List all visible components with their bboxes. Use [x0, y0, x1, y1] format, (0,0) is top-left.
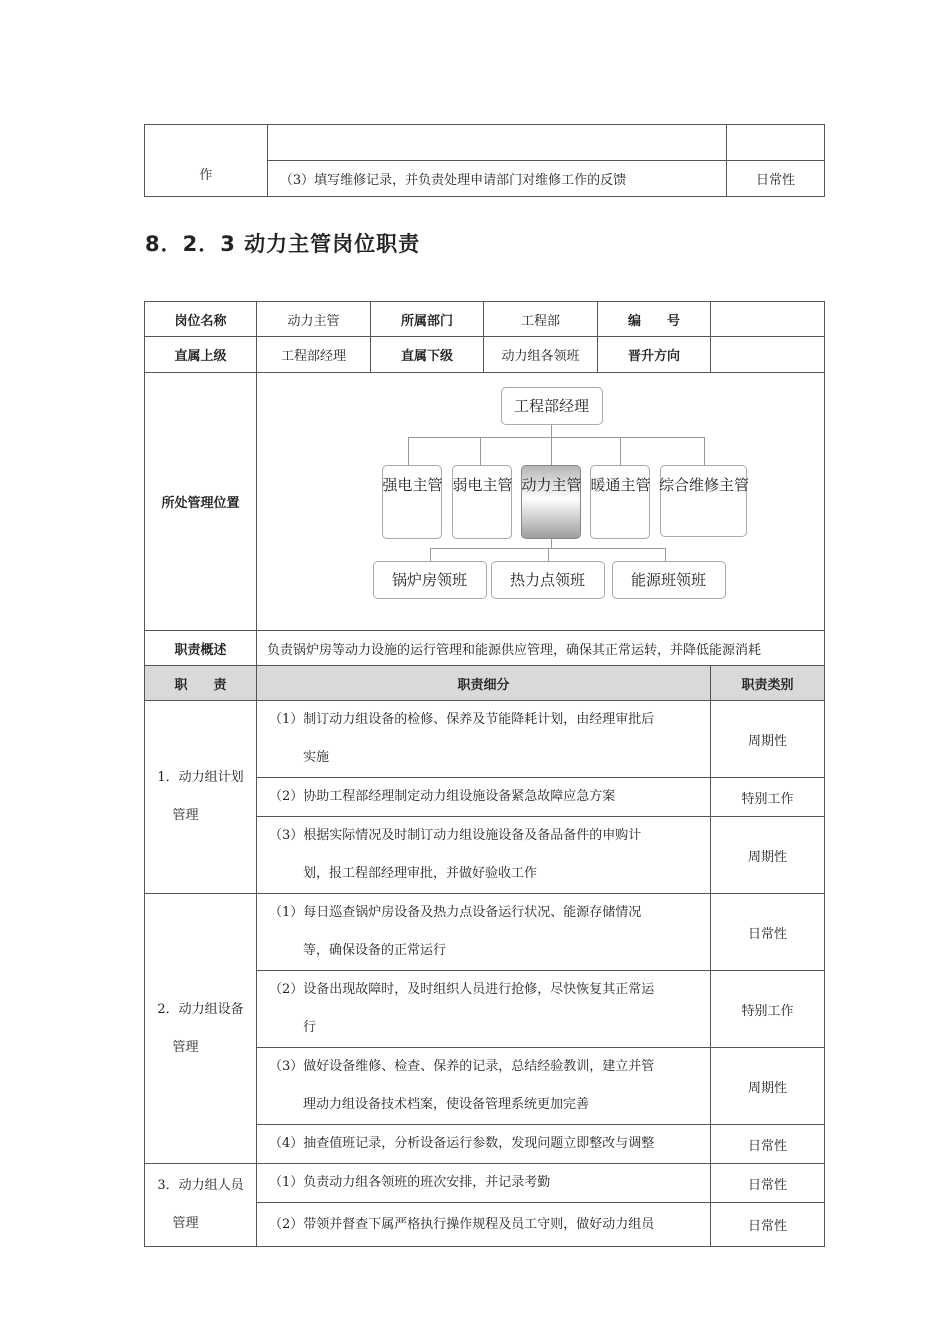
- dept-value: 工程部: [483, 302, 597, 337]
- org-top-box: [501, 387, 603, 425]
- group-1-item-3-line2: 划，报工程部经理审批，并做好验收工作: [303, 866, 538, 881]
- org-mid-box-3-current: [521, 465, 581, 539]
- top-empty-type: [727, 125, 825, 161]
- section-heading: 8．2．3 动力主管岗位职责: [145, 232, 421, 256]
- header-duty: 职 责: [145, 666, 257, 701]
- top-left-cell: [145, 125, 268, 197]
- org-chart-cell: [257, 373, 825, 631]
- org-bottom-label-1: 锅炉房领班: [391, 570, 467, 589]
- group-2-item-3-type: 周期性: [710, 1048, 824, 1125]
- org-top-label: 工程部经理: [513, 396, 589, 415]
- org-label: 所处管理位置: [145, 373, 257, 631]
- dept-label: 所属部门: [370, 302, 483, 337]
- group-3-item-1: （1）负责动力组各领班的班次安排，并记录考勤: [257, 1164, 711, 1203]
- group-2-name: [145, 894, 257, 1164]
- group-3-item-1-type: 日常性: [710, 1164, 824, 1203]
- group-3-name: [145, 1164, 257, 1247]
- group-2-name-line1: 2．动力组设备: [157, 1001, 244, 1017]
- subordinate-value: 动力组各领班: [483, 337, 597, 373]
- top-detail: （3）填写维修记录，并负责处理申请部门对维修工作的反馈: [267, 161, 726, 197]
- org-mid-box-5: [660, 465, 747, 537]
- group-2-item-3: [257, 1048, 711, 1125]
- group-3-name-line1: 3．动力组人员: [157, 1178, 244, 1193]
- code-label: 编 号: [597, 302, 710, 337]
- org-mid-label-3: 动力主管: [521, 475, 582, 494]
- top-empty-cell: [267, 125, 726, 161]
- group-1-item-1: [257, 701, 711, 778]
- group-2-item-1: [257, 894, 711, 971]
- group-2-item-2-line2: 行: [303, 1020, 317, 1035]
- group-2-item-2-type: 特别工作: [710, 971, 824, 1048]
- header-type: 职责类别: [710, 666, 824, 701]
- post-name-label: 岗位名称: [145, 302, 257, 337]
- group-1-name-line1: 1．动力组计划: [157, 770, 244, 785]
- promotion-value: [710, 337, 824, 373]
- group-2-item-1-line1: （1）每日巡查锅炉房设备及热力点设备运行状况、能源存储情况: [269, 905, 642, 920]
- header-detail: 职责细分: [257, 666, 711, 701]
- org-bottom-box-1: [373, 561, 487, 599]
- group-1-name: [145, 701, 257, 894]
- promotion-label: 晋升方向: [597, 337, 710, 373]
- group-1-item-2: （2）协助工程部经理制定动力组设施设备紧急故障应急方案: [257, 778, 711, 817]
- group-2-item-3-line1: （3）做好设备维修、检查、保养的记录，总结经验教训，建立并管: [269, 1059, 655, 1074]
- org-mid-label-2: 弱电主管: [452, 475, 513, 494]
- summary-text: 负责锅炉房等动力设施的运行管理和能源供应管理，确保其正常运转，并降低能源消耗: [257, 631, 825, 666]
- top-table: [144, 124, 825, 197]
- group-2-name-line2: 管理: [172, 1039, 199, 1055]
- org-mid-label-1: 强电主管: [382, 475, 443, 494]
- org-mid-box-1: [382, 465, 442, 539]
- group-2-item-2: [257, 971, 711, 1048]
- group-3-item-2-type: 日常性: [710, 1203, 824, 1247]
- group-2-item-4: （4）抽查值班记录，分析设备运行参数，发现问题立即整改与调整: [257, 1125, 711, 1164]
- org-mid-label-4: 暖通主管: [590, 475, 651, 494]
- group-1-item-1-line1: （1）制订动力组设备的检修、保养及节能降耗计划，由经理审批后: [269, 712, 655, 727]
- top-type: 日常性: [727, 161, 825, 197]
- group-2-item-1-line2: 等，确保设备的正常运行: [303, 943, 447, 958]
- group-2-item-4-type: 日常性: [710, 1125, 824, 1164]
- org-mid-label-5: 综合维修主管: [658, 475, 749, 494]
- group-1-item-2-type: 特别工作: [710, 778, 824, 817]
- subordinate-label: 直属下级: [370, 337, 483, 373]
- group-2-item-2-line1: （2）设备出现故障时，及时组织人员进行抢修，尽快恢复其正常运: [269, 982, 655, 997]
- org-mid-box-4: [590, 465, 650, 539]
- superior-label: 直属上级: [145, 337, 257, 373]
- org-bottom-box-3: [612, 561, 726, 599]
- group-3-item-2: （2）带领并督查下属严格执行操作规程及员工守则，做好动力组员: [257, 1203, 711, 1247]
- group-2-item-1-type: 日常性: [710, 894, 824, 971]
- group-1-item-1-line2: 实施: [303, 750, 330, 765]
- code-value: [710, 302, 824, 337]
- top-left-text: 作: [199, 168, 213, 183]
- org-mid-box-2: [452, 465, 512, 539]
- org-bottom-box-2: [491, 561, 605, 599]
- group-1-item-3-line1: （3）根据实际情况及时制订动力组设施设备及备品备件的申购计: [269, 828, 642, 843]
- post-name-value: 动力主管: [257, 302, 371, 337]
- group-3-name-line2: 管理: [172, 1216, 199, 1231]
- duty-table: [144, 301, 825, 1247]
- org-chart: [258, 375, 824, 629]
- group-1-name-line2: 管理: [172, 808, 199, 823]
- group-1-item-1-type: 周期性: [710, 701, 824, 778]
- summary-label: 职责概述: [145, 631, 257, 666]
- superior-value: 工程部经理: [257, 337, 371, 373]
- group-1-item-3: [257, 817, 711, 894]
- group-2-item-3-line2: 理动力组设备技术档案，使设备管理系统更加完善: [303, 1097, 590, 1112]
- org-bottom-label-2: 热力点领班: [509, 570, 585, 589]
- org-bottom-label-3: 能源班领班: [630, 570, 706, 589]
- group-1-item-3-type: 周期性: [710, 817, 824, 894]
